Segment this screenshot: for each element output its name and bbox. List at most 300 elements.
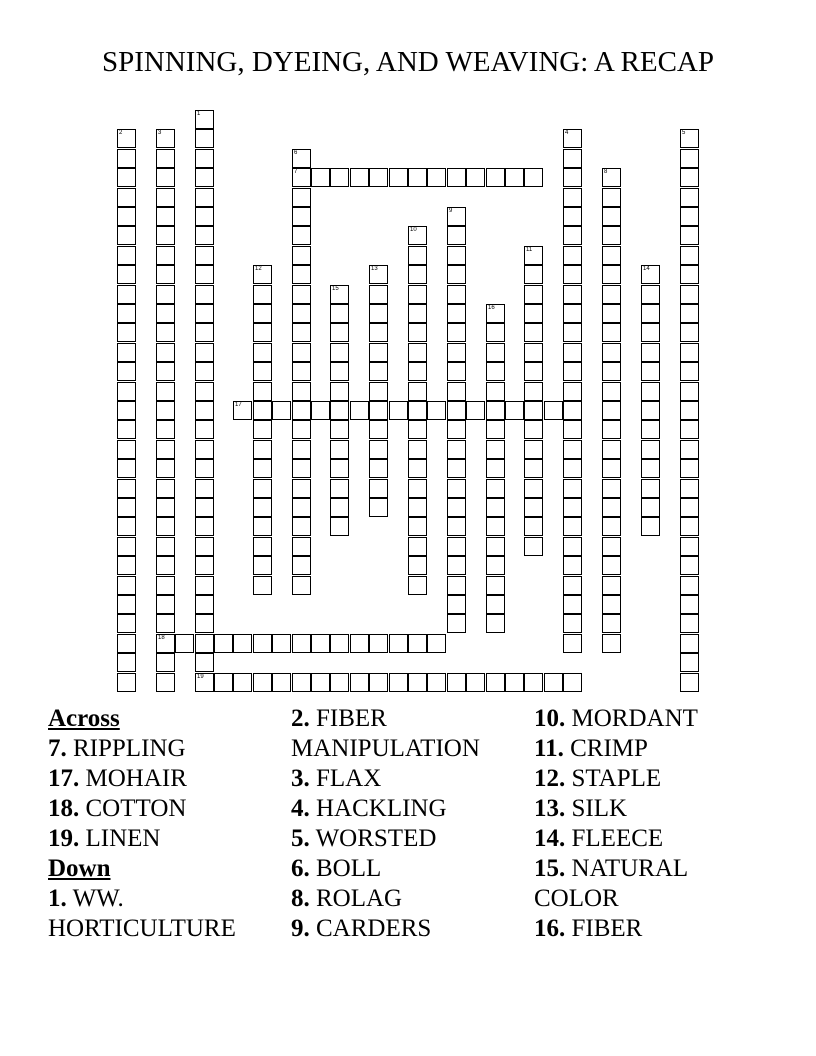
grid-cell[interactable] xyxy=(156,246,175,265)
grid-cell[interactable] xyxy=(253,634,272,653)
grid-cell[interactable] xyxy=(641,479,660,498)
grid-cell[interactable] xyxy=(408,226,427,245)
grid-cell[interactable] xyxy=(602,226,621,245)
grid-cell[interactable] xyxy=(602,168,621,187)
grid-cell[interactable] xyxy=(563,459,582,478)
grid-cell[interactable] xyxy=(602,265,621,284)
grid-cell[interactable] xyxy=(602,498,621,517)
grid-cell[interactable] xyxy=(195,323,214,342)
grid-cell[interactable] xyxy=(253,323,272,342)
grid-cell[interactable] xyxy=(117,420,136,439)
grid-cell[interactable] xyxy=(253,401,272,420)
grid-cell[interactable] xyxy=(447,226,466,245)
grid-cell[interactable] xyxy=(117,149,136,168)
grid-cell[interactable] xyxy=(156,343,175,362)
grid-cell[interactable] xyxy=(486,304,505,323)
grid-cell[interactable] xyxy=(117,653,136,672)
grid-cell[interactable] xyxy=(292,343,311,362)
grid-cell[interactable] xyxy=(602,634,621,653)
grid-cell[interactable] xyxy=(156,420,175,439)
grid-cell[interactable] xyxy=(680,149,699,168)
grid-cell[interactable] xyxy=(524,285,543,304)
grid-cell[interactable] xyxy=(253,440,272,459)
grid-cell[interactable] xyxy=(680,168,699,187)
grid-cell[interactable] xyxy=(156,129,175,148)
grid-cell[interactable] xyxy=(369,420,388,439)
grid-cell[interactable] xyxy=(330,479,349,498)
grid-cell[interactable] xyxy=(195,362,214,381)
grid-cell[interactable] xyxy=(253,382,272,401)
grid-cell[interactable] xyxy=(156,149,175,168)
grid-cell[interactable] xyxy=(680,129,699,148)
grid-cell[interactable] xyxy=(602,479,621,498)
grid-cell[interactable] xyxy=(563,343,582,362)
grid-cell[interactable] xyxy=(195,498,214,517)
grid-cell[interactable] xyxy=(369,265,388,284)
grid-cell[interactable] xyxy=(680,517,699,536)
grid-cell[interactable] xyxy=(156,614,175,633)
grid-cell[interactable] xyxy=(292,440,311,459)
grid-cell[interactable] xyxy=(447,207,466,226)
grid-cell[interactable] xyxy=(680,440,699,459)
grid-cell[interactable] xyxy=(680,188,699,207)
grid-cell[interactable] xyxy=(408,343,427,362)
grid-cell[interactable] xyxy=(602,614,621,633)
grid-cell[interactable] xyxy=(563,479,582,498)
grid-cell[interactable] xyxy=(292,479,311,498)
grid-cell[interactable] xyxy=(408,362,427,381)
grid-cell[interactable] xyxy=(602,517,621,536)
grid-cell[interactable] xyxy=(369,362,388,381)
grid-cell[interactable] xyxy=(563,576,582,595)
grid-cell[interactable] xyxy=(524,323,543,342)
grid-cell[interactable] xyxy=(195,129,214,148)
grid-cell[interactable] xyxy=(680,226,699,245)
grid-cell[interactable] xyxy=(680,556,699,575)
grid-cell[interactable] xyxy=(602,246,621,265)
grid-cell[interactable] xyxy=(272,634,291,653)
grid-cell[interactable] xyxy=(505,168,524,187)
grid-cell[interactable] xyxy=(680,382,699,401)
grid-cell[interactable] xyxy=(602,459,621,478)
grid-cell[interactable] xyxy=(292,246,311,265)
grid-cell[interactable] xyxy=(389,673,408,692)
grid-cell[interactable] xyxy=(641,323,660,342)
grid-cell[interactable] xyxy=(195,595,214,614)
grid-cell[interactable] xyxy=(253,498,272,517)
grid-cell[interactable] xyxy=(156,226,175,245)
grid-cell[interactable] xyxy=(680,285,699,304)
grid-cell[interactable] xyxy=(563,285,582,304)
grid-cell[interactable] xyxy=(311,168,330,187)
grid-cell[interactable] xyxy=(563,129,582,148)
grid-cell[interactable] xyxy=(466,401,485,420)
grid-cell[interactable] xyxy=(156,188,175,207)
grid-cell[interactable] xyxy=(408,537,427,556)
grid-cell[interactable] xyxy=(427,673,446,692)
grid-cell[interactable] xyxy=(156,653,175,672)
grid-cell[interactable] xyxy=(680,595,699,614)
grid-cell[interactable] xyxy=(350,401,369,420)
grid-cell[interactable] xyxy=(524,420,543,439)
grid-cell[interactable] xyxy=(602,382,621,401)
grid-cell[interactable] xyxy=(195,188,214,207)
grid-cell[interactable] xyxy=(563,614,582,633)
grid-cell[interactable] xyxy=(369,498,388,517)
grid-cell[interactable] xyxy=(195,168,214,187)
grid-cell[interactable] xyxy=(680,362,699,381)
grid-cell[interactable] xyxy=(602,207,621,226)
grid-cell[interactable] xyxy=(524,673,543,692)
grid-cell[interactable] xyxy=(330,673,349,692)
grid-cell[interactable] xyxy=(486,168,505,187)
grid-cell[interactable] xyxy=(156,323,175,342)
grid-cell[interactable] xyxy=(447,246,466,265)
grid-cell[interactable] xyxy=(408,673,427,692)
grid-cell[interactable] xyxy=(330,285,349,304)
grid-cell[interactable] xyxy=(369,382,388,401)
grid-cell[interactable] xyxy=(156,285,175,304)
grid-cell[interactable] xyxy=(641,401,660,420)
grid-cell[interactable] xyxy=(447,401,466,420)
grid-cell[interactable] xyxy=(427,168,446,187)
grid-cell[interactable] xyxy=(563,382,582,401)
grid-cell[interactable] xyxy=(563,420,582,439)
grid-cell[interactable] xyxy=(117,226,136,245)
grid-cell[interactable] xyxy=(253,459,272,478)
grid-cell[interactable] xyxy=(524,343,543,362)
grid-cell[interactable] xyxy=(447,556,466,575)
grid-cell[interactable] xyxy=(117,188,136,207)
grid-cell[interactable] xyxy=(117,576,136,595)
grid-cell[interactable] xyxy=(253,265,272,284)
grid-cell[interactable] xyxy=(447,440,466,459)
grid-cell[interactable] xyxy=(311,673,330,692)
grid-cell[interactable] xyxy=(563,537,582,556)
grid-cell[interactable] xyxy=(408,440,427,459)
grid-cell[interactable] xyxy=(117,479,136,498)
grid-cell[interactable] xyxy=(156,440,175,459)
grid-cell[interactable] xyxy=(214,673,233,692)
grid-cell[interactable] xyxy=(486,595,505,614)
grid-cell[interactable] xyxy=(389,168,408,187)
grid-cell[interactable] xyxy=(486,459,505,478)
grid-cell[interactable] xyxy=(602,595,621,614)
grid-cell[interactable] xyxy=(292,265,311,284)
grid-cell[interactable] xyxy=(214,634,233,653)
grid-cell[interactable] xyxy=(292,188,311,207)
grid-cell[interactable] xyxy=(680,614,699,633)
grid-cell[interactable] xyxy=(408,498,427,517)
grid-cell[interactable] xyxy=(680,653,699,672)
grid-cell[interactable] xyxy=(524,401,543,420)
grid-cell[interactable] xyxy=(195,343,214,362)
grid-cell[interactable] xyxy=(117,401,136,420)
grid-cell[interactable] xyxy=(408,265,427,284)
grid-cell[interactable] xyxy=(330,517,349,536)
grid-cell[interactable] xyxy=(408,323,427,342)
grid-cell[interactable] xyxy=(156,401,175,420)
grid-cell[interactable] xyxy=(156,265,175,284)
grid-cell[interactable] xyxy=(272,401,291,420)
grid-cell[interactable] xyxy=(292,459,311,478)
grid-cell[interactable] xyxy=(253,362,272,381)
grid-cell[interactable] xyxy=(292,362,311,381)
grid-cell[interactable] xyxy=(680,304,699,323)
grid-cell[interactable] xyxy=(156,479,175,498)
grid-cell[interactable] xyxy=(447,614,466,633)
grid-cell[interactable] xyxy=(253,420,272,439)
grid-cell[interactable] xyxy=(466,168,485,187)
grid-cell[interactable] xyxy=(195,634,214,653)
grid-cell[interactable] xyxy=(292,420,311,439)
grid-cell[interactable] xyxy=(486,673,505,692)
grid-cell[interactable] xyxy=(641,343,660,362)
grid-cell[interactable] xyxy=(486,401,505,420)
grid-cell[interactable] xyxy=(680,207,699,226)
grid-cell[interactable] xyxy=(195,304,214,323)
grid-cell[interactable] xyxy=(195,653,214,672)
grid-cell[interactable] xyxy=(369,343,388,362)
grid-cell[interactable] xyxy=(389,401,408,420)
grid-cell[interactable] xyxy=(117,440,136,459)
grid-cell[interactable] xyxy=(427,401,446,420)
grid-cell[interactable] xyxy=(563,556,582,575)
grid-cell[interactable] xyxy=(680,420,699,439)
grid-cell[interactable] xyxy=(292,168,311,187)
grid-cell[interactable] xyxy=(117,595,136,614)
grid-cell[interactable] xyxy=(680,343,699,362)
grid-cell[interactable] xyxy=(292,673,311,692)
grid-cell[interactable] xyxy=(292,285,311,304)
grid-cell[interactable] xyxy=(117,498,136,517)
grid-cell[interactable] xyxy=(195,459,214,478)
grid-cell[interactable] xyxy=(486,362,505,381)
grid-cell[interactable] xyxy=(156,362,175,381)
grid-cell[interactable] xyxy=(117,556,136,575)
grid-cell[interactable] xyxy=(253,537,272,556)
grid-cell[interactable] xyxy=(330,420,349,439)
grid-cell[interactable] xyxy=(447,479,466,498)
grid-cell[interactable] xyxy=(156,382,175,401)
grid-cell[interactable] xyxy=(369,168,388,187)
grid-cell[interactable] xyxy=(447,420,466,439)
grid-cell[interactable] xyxy=(680,265,699,284)
grid-cell[interactable] xyxy=(447,673,466,692)
grid-cell[interactable] xyxy=(544,401,563,420)
grid-cell[interactable] xyxy=(253,479,272,498)
grid-cell[interactable] xyxy=(253,517,272,536)
grid-cell[interactable] xyxy=(195,576,214,595)
grid-cell[interactable] xyxy=(602,537,621,556)
grid-cell[interactable] xyxy=(408,420,427,439)
grid-cell[interactable] xyxy=(253,285,272,304)
grid-cell[interactable] xyxy=(602,362,621,381)
grid-cell[interactable] xyxy=(563,498,582,517)
grid-cell[interactable] xyxy=(447,382,466,401)
grid-cell[interactable] xyxy=(330,168,349,187)
grid-cell[interactable] xyxy=(330,498,349,517)
grid-cell[interactable] xyxy=(350,673,369,692)
grid-cell[interactable] xyxy=(408,168,427,187)
grid-cell[interactable] xyxy=(408,459,427,478)
grid-cell[interactable] xyxy=(117,343,136,362)
grid-cell[interactable] xyxy=(156,576,175,595)
grid-cell[interactable] xyxy=(408,576,427,595)
grid-cell[interactable] xyxy=(330,343,349,362)
grid-cell[interactable] xyxy=(117,459,136,478)
grid-cell[interactable] xyxy=(195,382,214,401)
grid-cell[interactable] xyxy=(641,382,660,401)
grid-cell[interactable] xyxy=(330,323,349,342)
grid-cell[interactable] xyxy=(524,265,543,284)
grid-cell[interactable] xyxy=(292,401,311,420)
grid-cell[interactable] xyxy=(292,576,311,595)
grid-cell[interactable] xyxy=(233,401,252,420)
grid-cell[interactable] xyxy=(330,382,349,401)
grid-cell[interactable] xyxy=(408,517,427,536)
grid-cell[interactable] xyxy=(486,323,505,342)
grid-cell[interactable] xyxy=(680,479,699,498)
grid-cell[interactable] xyxy=(156,304,175,323)
grid-cell[interactable] xyxy=(195,207,214,226)
grid-cell[interactable] xyxy=(369,285,388,304)
grid-cell[interactable] xyxy=(195,614,214,633)
grid-cell[interactable] xyxy=(486,479,505,498)
grid-cell[interactable] xyxy=(292,226,311,245)
grid-cell[interactable] xyxy=(602,304,621,323)
grid-cell[interactable] xyxy=(524,498,543,517)
grid-cell[interactable] xyxy=(117,323,136,342)
grid-cell[interactable] xyxy=(486,498,505,517)
grid-cell[interactable] xyxy=(447,362,466,381)
grid-cell[interactable] xyxy=(680,576,699,595)
grid-cell[interactable] xyxy=(195,246,214,265)
grid-cell[interactable] xyxy=(602,440,621,459)
grid-cell[interactable] xyxy=(524,382,543,401)
grid-cell[interactable] xyxy=(369,440,388,459)
grid-cell[interactable] xyxy=(292,323,311,342)
grid-cell[interactable] xyxy=(408,479,427,498)
grid-cell[interactable] xyxy=(156,459,175,478)
grid-cell[interactable] xyxy=(505,673,524,692)
grid-cell[interactable] xyxy=(389,634,408,653)
grid-cell[interactable] xyxy=(156,168,175,187)
grid-cell[interactable] xyxy=(447,459,466,478)
grid-cell[interactable] xyxy=(292,207,311,226)
grid-cell[interactable] xyxy=(117,634,136,653)
grid-cell[interactable] xyxy=(117,382,136,401)
grid-cell[interactable] xyxy=(369,479,388,498)
grid-cell[interactable] xyxy=(195,265,214,284)
grid-cell[interactable] xyxy=(117,673,136,692)
grid-cell[interactable] xyxy=(641,498,660,517)
grid-cell[interactable] xyxy=(447,576,466,595)
grid-cell[interactable] xyxy=(486,420,505,439)
grid-cell[interactable] xyxy=(680,673,699,692)
grid-cell[interactable] xyxy=(680,246,699,265)
grid-cell[interactable] xyxy=(447,285,466,304)
grid-cell[interactable] xyxy=(602,420,621,439)
grid-cell[interactable] xyxy=(117,168,136,187)
grid-cell[interactable] xyxy=(486,576,505,595)
grid-cell[interactable] xyxy=(680,537,699,556)
grid-cell[interactable] xyxy=(466,673,485,692)
grid-cell[interactable] xyxy=(563,401,582,420)
grid-cell[interactable] xyxy=(272,673,291,692)
grid-cell[interactable] xyxy=(369,673,388,692)
grid-cell[interactable] xyxy=(311,401,330,420)
grid-cell[interactable] xyxy=(447,168,466,187)
grid-cell[interactable] xyxy=(330,304,349,323)
grid-cell[interactable] xyxy=(117,362,136,381)
grid-cell[interactable] xyxy=(602,556,621,575)
grid-cell[interactable] xyxy=(408,246,427,265)
grid-cell[interactable] xyxy=(117,304,136,323)
grid-cell[interactable] xyxy=(641,362,660,381)
grid-cell[interactable] xyxy=(563,517,582,536)
grid-cell[interactable] xyxy=(330,634,349,653)
grid-cell[interactable] xyxy=(253,556,272,575)
grid-cell[interactable] xyxy=(253,576,272,595)
grid-cell[interactable] xyxy=(330,459,349,478)
grid-cell[interactable] xyxy=(680,498,699,517)
grid-cell[interactable] xyxy=(524,459,543,478)
grid-cell[interactable] xyxy=(369,634,388,653)
grid-cell[interactable] xyxy=(641,285,660,304)
grid-cell[interactable] xyxy=(117,265,136,284)
grid-cell[interactable] xyxy=(524,479,543,498)
grid-cell[interactable] xyxy=(175,634,194,653)
grid-cell[interactable] xyxy=(195,537,214,556)
grid-cell[interactable] xyxy=(330,362,349,381)
grid-cell[interactable] xyxy=(156,207,175,226)
grid-cell[interactable] xyxy=(641,517,660,536)
grid-cell[interactable] xyxy=(602,188,621,207)
grid-cell[interactable] xyxy=(447,343,466,362)
grid-cell[interactable] xyxy=(369,304,388,323)
grid-cell[interactable] xyxy=(195,673,214,692)
grid-cell[interactable] xyxy=(369,401,388,420)
grid-cell[interactable] xyxy=(292,304,311,323)
grid-cell[interactable] xyxy=(563,246,582,265)
grid-cell[interactable] xyxy=(156,517,175,536)
grid-cell[interactable] xyxy=(602,323,621,342)
grid-cell[interactable] xyxy=(680,459,699,478)
grid-cell[interactable] xyxy=(563,188,582,207)
grid-cell[interactable] xyxy=(292,556,311,575)
grid-cell[interactable] xyxy=(641,440,660,459)
grid-cell[interactable] xyxy=(195,110,214,129)
grid-cell[interactable] xyxy=(563,323,582,342)
grid-cell[interactable] xyxy=(156,595,175,614)
grid-cell[interactable] xyxy=(602,401,621,420)
grid-cell[interactable] xyxy=(505,401,524,420)
grid-cell[interactable] xyxy=(524,246,543,265)
grid-cell[interactable] xyxy=(447,537,466,556)
grid-cell[interactable] xyxy=(602,576,621,595)
grid-cell[interactable] xyxy=(524,168,543,187)
grid-cell[interactable] xyxy=(486,382,505,401)
grid-cell[interactable] xyxy=(195,556,214,575)
grid-cell[interactable] xyxy=(156,498,175,517)
grid-cell[interactable] xyxy=(156,673,175,692)
grid-cell[interactable] xyxy=(233,634,252,653)
grid-cell[interactable] xyxy=(641,304,660,323)
grid-cell[interactable] xyxy=(602,343,621,362)
grid-cell[interactable] xyxy=(117,285,136,304)
grid-cell[interactable] xyxy=(641,265,660,284)
